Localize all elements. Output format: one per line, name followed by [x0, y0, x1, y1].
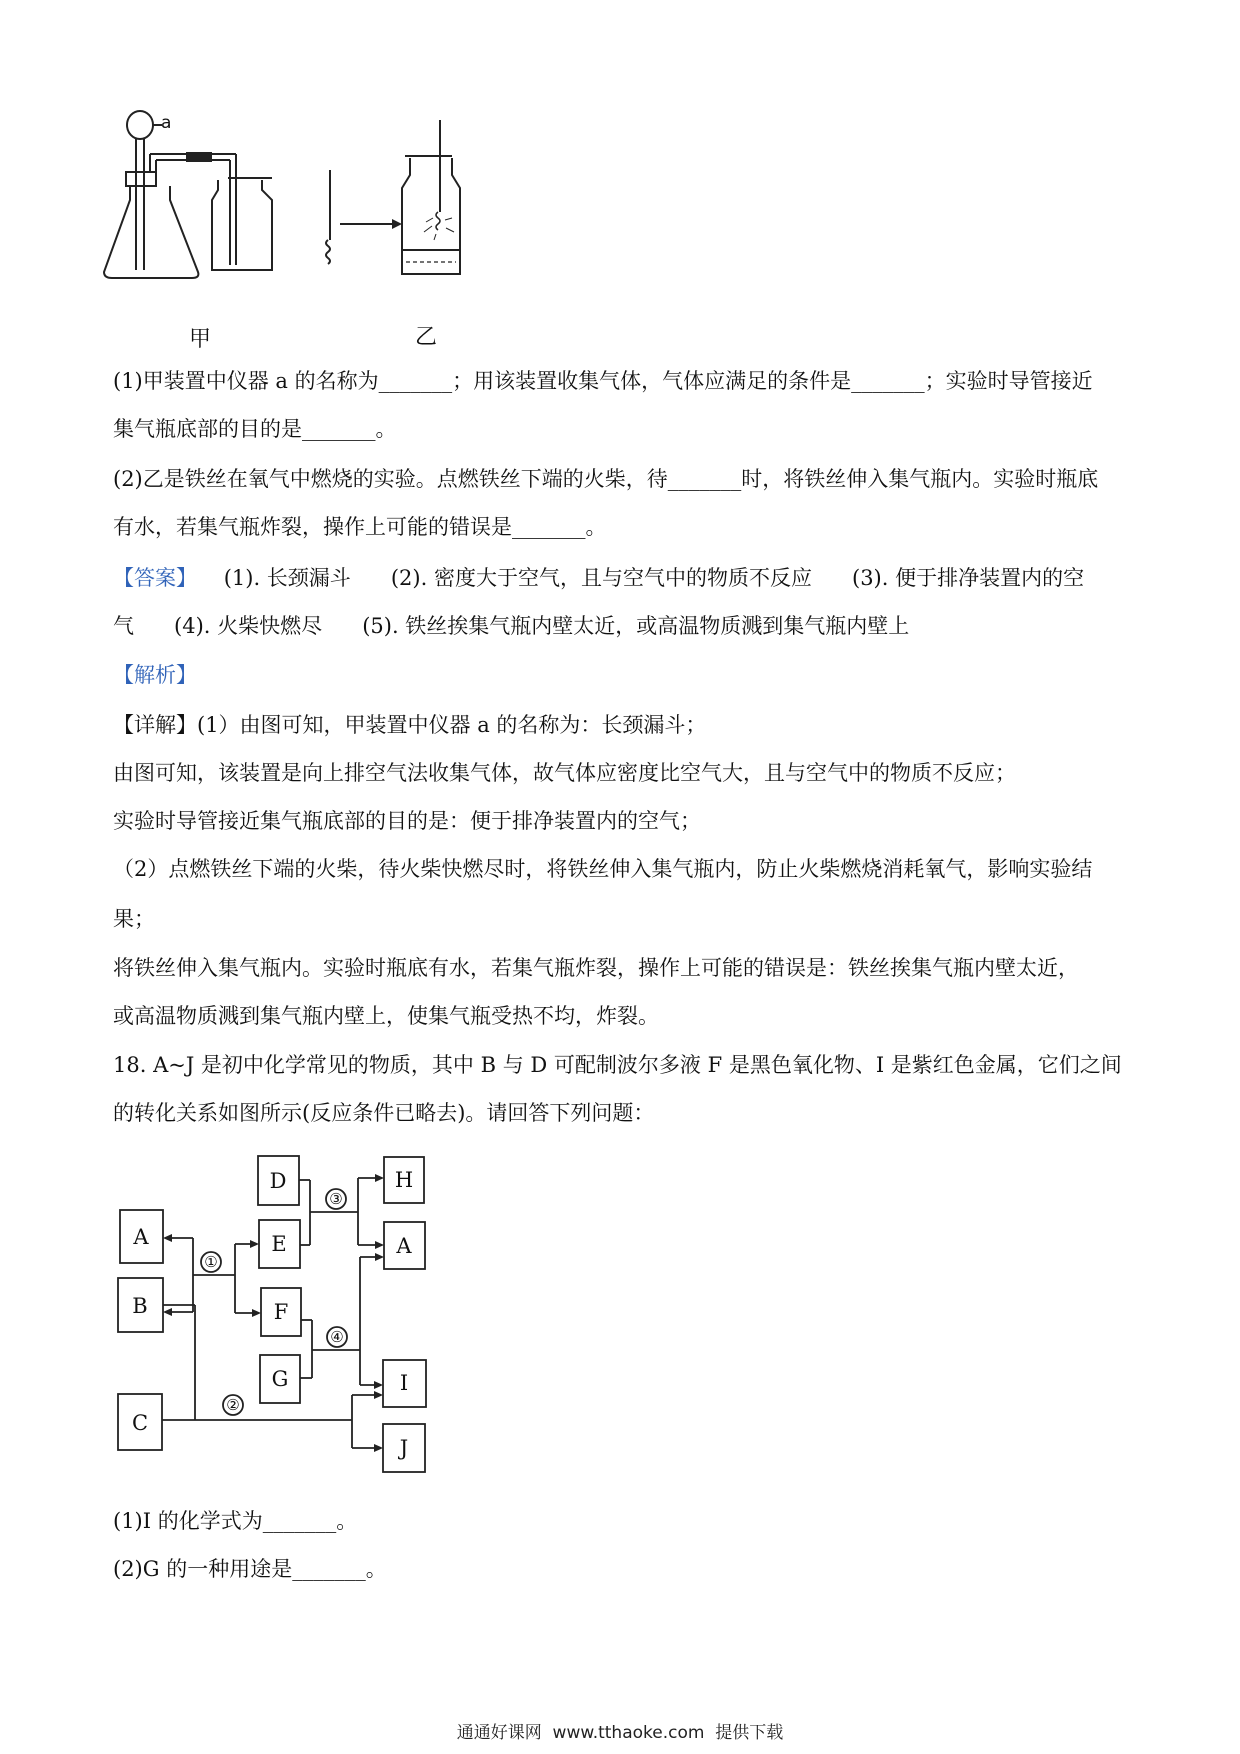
- instrument-label-a: a: [161, 113, 172, 133]
- analysis-line1: [113, 712, 1133, 738]
- q17-part2-line1: (2)乙是铁丝在氧气中燃烧的实验。点燃铁丝下端的火柴，待_______时，将铁丝伸入集气瓶内。实验时瓶底: [113, 467, 1099, 491]
- answer-line1: [113, 565, 1133, 591]
- analysis-line5: 果；: [113, 907, 155, 931]
- reaction-2-label: ②: [226, 1396, 240, 1414]
- box-H-label: H: [394, 1168, 414, 1192]
- box-G-label: G: [271, 1367, 289, 1391]
- answer-text-1: (1). 长颈漏斗 (2). 密度大于空气，且与空气中的物质不反应 (3). 便于排净装置内的空: [197, 566, 1085, 590]
- analysis-line7: 或高温物质溅到集气瓶内壁上，使集气瓶受热不均，炸裂。: [113, 1004, 659, 1028]
- q18-line1: 18. A~J 是初中化学常见的物质，其中 B 与 D 可配制波尔多液 F 是黑色氧化物、I 是紫红色金属，它们之间: [113, 1053, 1122, 1077]
- box-A-left-label: A: [133, 1225, 149, 1249]
- q17-part1-line1: (1)甲装置中仪器 a 的名称为_______；用该装置收集气体，气体应满足的条件是_______；实验时导管接近: [113, 369, 1093, 393]
- box-D-label: D: [269, 1169, 287, 1193]
- page-footer: 通通好课网 www.tthaoke.com 提供下载: [456, 1723, 784, 1743]
- q18-sub2: (2)G 的一种用途是_______。: [113, 1557, 387, 1581]
- analysis-line2: 由图可知，该装置是向上排空气法收集气体，故气体应密度比空气大，且与空气中的物质不反应；: [113, 761, 1016, 785]
- figure-label-jia: 甲: [189, 327, 212, 352]
- q17-part2-line2: 有水，若集气瓶炸裂，操作上可能的错误是_______。: [113, 515, 607, 539]
- q18-line2: 的转化关系如图所示(反应条件已略去)。请回答下列问题：: [113, 1101, 655, 1125]
- detail-tag: 【详解】: [113, 713, 197, 737]
- box-J-label: J: [399, 1436, 409, 1460]
- reaction-1-label: ①: [204, 1253, 218, 1271]
- answer-tag: 【答案】: [113, 566, 197, 590]
- analysis-line3: 实验时导管接近集气瓶底部的目的是：便于排净装置内的空气；: [113, 809, 701, 833]
- transformation-diagram: [110, 1150, 450, 1480]
- q18-sub1: (1)I 的化学式为_______。: [113, 1509, 358, 1533]
- box-B-label: B: [132, 1294, 148, 1318]
- analysis-tag: 【解析】: [113, 663, 197, 687]
- apparatus-figure: [100, 100, 520, 340]
- box-F-label: F: [273, 1300, 289, 1324]
- box-E-label: E: [271, 1232, 287, 1256]
- analysis-text-1: (1）由图可知，甲装置中仪器 a 的名称为：长颈漏斗；: [197, 713, 707, 737]
- answer-line2: 气 (4). 火柴快燃尽 (5). 铁丝挨集气瓶内壁太近，或高温物质溅到集气瓶内壁上: [113, 614, 910, 638]
- analysis-line6: 将铁丝伸入集气瓶内。实验时瓶底有水，若集气瓶炸裂，操作上可能的错误是：铁丝挨集气瓶内壁太近，: [113, 956, 1079, 980]
- reaction-3-label: ③: [329, 1190, 343, 1208]
- box-A-right-label: A: [396, 1234, 412, 1258]
- reaction-4-label: ④: [330, 1328, 344, 1346]
- figure-label-yi: 乙: [415, 325, 438, 350]
- q17-part1-line2: 集气瓶底部的目的是_______。: [113, 417, 397, 441]
- box-I-label: I: [399, 1371, 409, 1395]
- box-C-label: C: [131, 1411, 149, 1435]
- analysis-line4: （2）点燃铁丝下端的火柴，待火柴快燃尽时，将铁丝伸入集气瓶内，防止火柴燃烧消耗氧气，影响实验结: [113, 857, 1093, 881]
